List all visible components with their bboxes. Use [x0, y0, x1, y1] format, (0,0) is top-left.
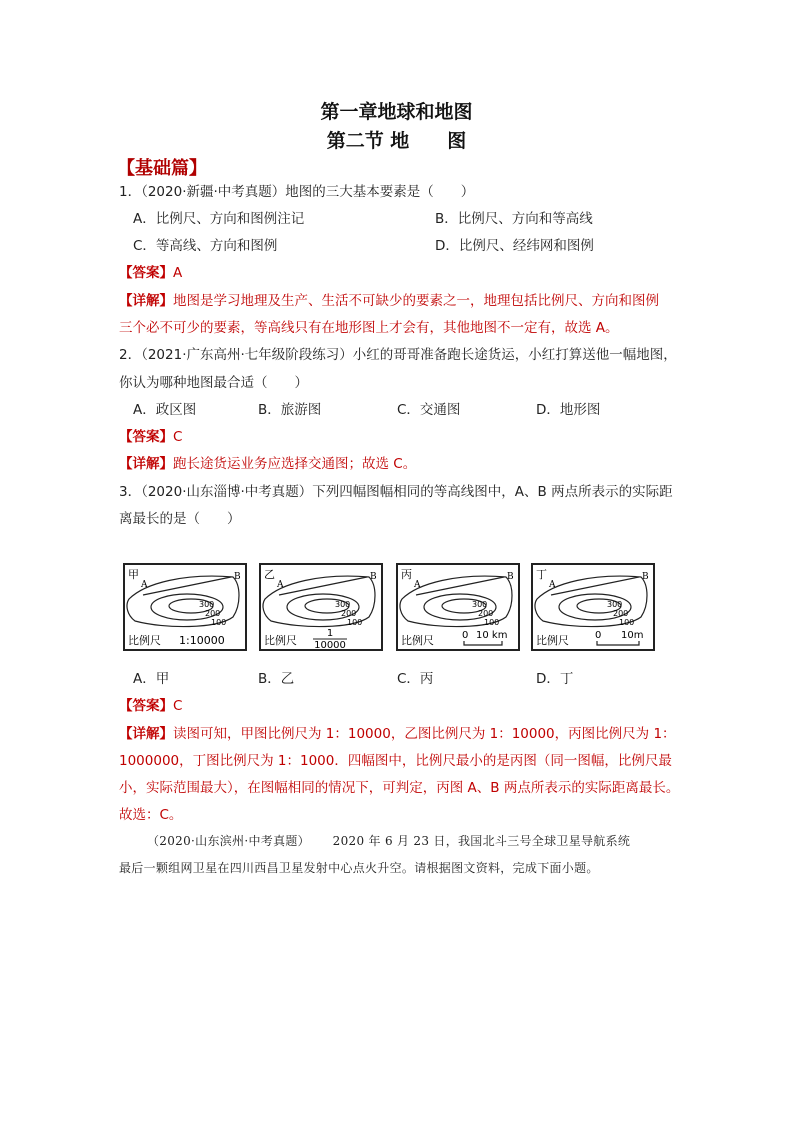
- point-b-label: B: [642, 572, 649, 582]
- q2-option-c: C．交通图: [397, 402, 461, 418]
- point-b-label: B: [507, 572, 514, 582]
- point-a-label: A: [549, 580, 556, 590]
- q1-option-b: B．比例尺、方向和等高线: [435, 211, 593, 227]
- scale-label: 比例尺: [401, 634, 434, 647]
- detail-label: 【详解】: [119, 293, 173, 309]
- contour-label-200: 200: [613, 609, 629, 618]
- scale-bar: [464, 641, 502, 645]
- q3-option-a: A．甲: [133, 671, 170, 687]
- contour-label-100: 100: [211, 618, 227, 627]
- q3-detail-line-3: 小，实际范围最大），在图幅相同的情况下，可判定，丙图 A、B 两点所表示的实际距离最长。: [119, 780, 680, 796]
- q2-answer: [119, 425, 182, 445]
- scale-label: 比例尺: [264, 634, 297, 647]
- q1-answer: [119, 261, 182, 281]
- path-line-a-b: [279, 577, 367, 595]
- page-title: 第一章地球和地图: [320, 101, 473, 123]
- contour-map-bing: [396, 563, 520, 651]
- contour-label-200: 200: [205, 609, 221, 618]
- scale-numerator: 1: [326, 628, 334, 639]
- map-name: 丁: [536, 568, 547, 581]
- contour-label-300: 300: [335, 600, 351, 609]
- contour-label-100: 100: [347, 618, 363, 627]
- scale-bar-zero: 0: [462, 630, 469, 641]
- point-a-label: A: [414, 580, 421, 590]
- page-subtitle: 第二节 地 图: [326, 130, 467, 152]
- contour-map-drawing: [398, 565, 518, 649]
- answer-value: C: [173, 698, 183, 714]
- contour-map-drawing: [125, 565, 245, 649]
- q3-option-c: C．丙: [397, 671, 434, 687]
- material-intro-line-1: （2020·山东滨州·中考真题） 2020 年 6 月 23 日，我国北斗三号全球卫星导航系统: [147, 834, 631, 848]
- answer-label: 【答案】: [119, 698, 173, 714]
- scale-bar: [597, 641, 639, 645]
- path-line-a-b: [143, 577, 231, 595]
- detail-label: 【详解】: [119, 456, 173, 472]
- scale-bar-text: 10m: [621, 630, 644, 641]
- contour-label-300: 300: [199, 600, 215, 609]
- q3-answer: [119, 694, 182, 714]
- detail-text: 地图是学习地理及生产、生活不可缺少的要素之一，地理包括比例尺、方向和图例: [173, 293, 659, 309]
- map-name: 乙: [264, 568, 275, 581]
- scale-bar-zero: 0: [595, 630, 602, 641]
- scale-denominator: 10000: [314, 640, 346, 649]
- contour-map-drawing: [533, 565, 653, 649]
- point-b-label: B: [234, 572, 241, 582]
- q2-stem-line-1: 2．（2021·广东高州·七年级阶段练习）小红的哥哥准备跑长途货运，小红打算送他一幅地图，: [119, 347, 677, 363]
- q1-option-c: C．等高线、方向和图例: [133, 238, 278, 254]
- q2-option-d: D．地形图: [536, 402, 601, 418]
- contour-label-200: 200: [341, 609, 357, 618]
- q2-option-a: A．政区图: [133, 402, 197, 418]
- answer-label: 【答案】: [119, 429, 173, 445]
- q1-detail-line-1: [119, 289, 659, 309]
- scale-label: 比例尺: [128, 634, 161, 647]
- scale-label: 比例尺: [536, 634, 569, 647]
- q2-stem-line-2: 你认为哪种地图最合适（ ）: [119, 375, 308, 391]
- material-intro-line-2: 最后一颗组网卫星在四川西昌卫星发射中心点火升空。请根据图文资料，完成下面小题。: [119, 861, 599, 875]
- q3-detail-line-1: [119, 722, 676, 742]
- answer-value: A: [173, 265, 183, 281]
- q2-option-b: B．旅游图: [258, 402, 322, 418]
- answer-value: C: [173, 429, 183, 445]
- point-b-label: B: [370, 572, 377, 582]
- detail-text: 跑长途货运业务应选择交通图；故选 C。: [173, 456, 417, 472]
- point-a-label: A: [277, 580, 284, 590]
- path-line-a-b: [551, 577, 639, 595]
- contour-map-jia: [123, 563, 247, 651]
- q1-option-a: A．比例尺、方向和图例注记: [133, 211, 305, 227]
- q3-detail-line-2: 1000000，丁图比例尺为 1：1000．四幅图中，比例尺最小的是丙图（同一图幅，比例尺最: [119, 753, 672, 769]
- contour-map-drawing: [261, 565, 381, 649]
- q1-detail-line-2: 三个必不可少的要素，等高线只有在地形图上才会有，其他地图不一定有，故选 A。: [119, 320, 619, 336]
- detail-label: 【详解】: [119, 726, 173, 742]
- contour-map-ding: [531, 563, 655, 651]
- contour-label-100: 100: [484, 618, 500, 627]
- map-name: 丙: [401, 568, 412, 581]
- section-heading: 【基础篇】: [117, 158, 207, 179]
- map-name: 甲: [128, 568, 139, 581]
- detail-text: 读图可知，甲图比例尺为 1：10000，乙图比例尺为 1：10000，丙图比例尺为 1：: [173, 726, 676, 742]
- point-a-label: A: [141, 580, 148, 590]
- contour-label-200: 200: [478, 609, 494, 618]
- contour-map-yi: [259, 563, 383, 651]
- q3-option-b: B．乙: [258, 671, 295, 687]
- answer-label: 【答案】: [119, 265, 173, 281]
- scale-bar-text: 10 km: [476, 630, 508, 641]
- contour-label-100: 100: [619, 618, 635, 627]
- q3-detail-line-4: 故选：C。: [119, 807, 183, 823]
- q1-option-d: D．比例尺、经纬网和图例: [435, 238, 594, 254]
- q2-detail: [119, 452, 416, 472]
- path-line-a-b: [416, 577, 504, 595]
- q1-stem: 1．（2020·新疆·中考真题）地图的三大基本要素是（ ）: [119, 184, 475, 200]
- q3-stem-line-1: 3．（2020·山东淄博·中考真题）下列四幅图幅相同的等高线图中，A、B 两点所表示的实际距: [119, 484, 673, 500]
- contour-label-300: 300: [472, 600, 488, 609]
- q3-stem-line-2: 离最长的是（ ）: [119, 511, 241, 527]
- contour-label-300: 300: [607, 600, 623, 609]
- q3-option-d: D．丁: [536, 671, 574, 687]
- scale-value: 1:10000: [179, 634, 225, 647]
